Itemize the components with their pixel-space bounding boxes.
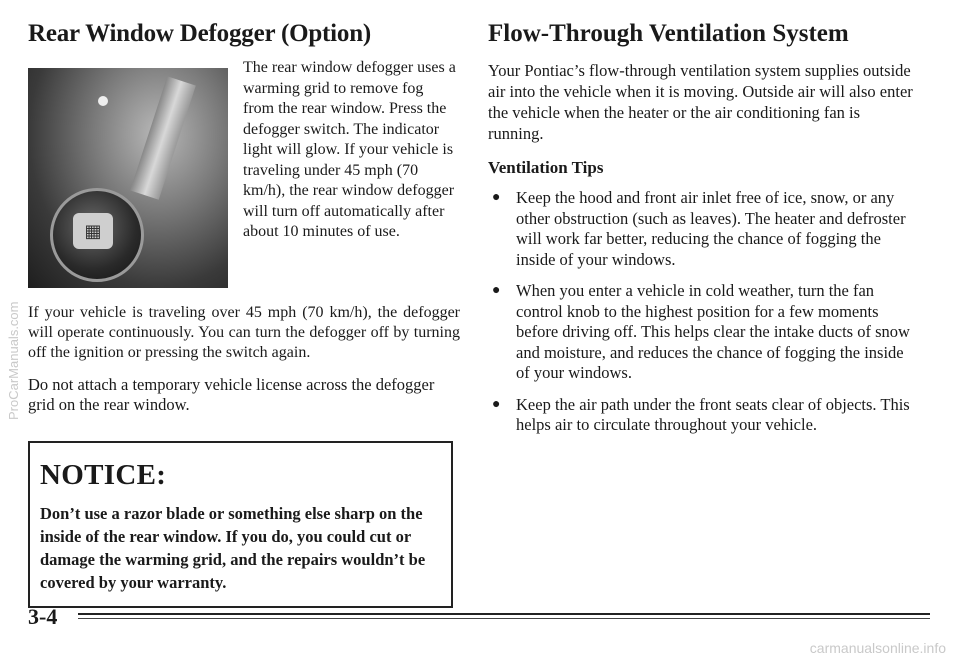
right-column [488,20,918,447]
footer-rule-thin [78,618,930,619]
ventilation-tips-list [488,188,918,436]
defogger-switch-photo [28,68,228,288]
notice-body: Don’t use a razor blade or something else sharp on the inside of the rear window. If you do, you could cut or damage the warming grid, and the repairs wouldn’t be covered by your warranty. [40,504,426,592]
bullet-icon: ● [492,283,501,298]
rear-defrost-icon: ▦ [73,213,113,249]
left-column [28,20,460,608]
footer-rule [78,613,930,615]
tip-text: Keep the hood and front air inlet free of ice, snow, or any other obstruction (such as leaves). The heater and defroster will work far better, reducing the chance of fogging the inside of your windows. [516,188,906,269]
section-title-defogger: Rear Window Defogger (Option) [28,20,372,47]
page-footer [28,604,908,628]
section-title-ventilation: Flow-Through Ventilation System [488,20,849,47]
photo-caption: The rear window defogger uses a warming grid to remove fog from the rear window. Press the defogger switch. The indicator light will glow. If your vehicle is traveling under 45 mph (70 km/h), the rear window defogger will turn off automatically after about 10 minutes of use. [243,59,456,240]
ventilation-intro: Your Pontiac’s flow-through ventilation system supplies outside air into the vehicle when it is moving. Outside air will also enter the vehicle when the heater or the air conditioning fan is running. [488,61,913,143]
defogger-paragraph-2: Do not attach a temporary vehicle license across the defogger grid on the rear window. [28,375,435,414]
list-item [488,188,918,270]
control-lever [130,76,196,199]
ventilation-tips-heading: Ventilation Tips [488,158,604,177]
photo-highlight [98,96,108,106]
defogger-paragraph-1: If your vehicle is traveling over 45 mph (70 km/h), the defogger will operate continuously. You can turn the defogger off by turning off the ignition or pressing the switch again. [28,304,460,361]
bottom-watermark: carmanualsonline.info [809,640,946,656]
bullet-icon: ● [492,396,501,412]
list-item [488,395,918,436]
side-watermark: ProCarManuals.com [6,301,21,420]
list-item [488,281,918,384]
notice-title: NOTICE: [40,459,167,491]
tip-text: Keep the air path under the front seats clear of objects. This helps air to circulate throughout your vehicle. [516,394,910,434]
photo-row [28,59,460,293]
tip-text: When you enter a vehicle in cold weather, turn the fan control knob to the highest position for a few moments before driving off. This helps clear the intake ducts of snow and moisture, and reduces the chance of fogging the inside of your windows. [516,281,910,382]
notice-box [28,441,453,608]
page-number: 3-4 [28,604,58,629]
bullet-icon: ● [492,190,501,205]
